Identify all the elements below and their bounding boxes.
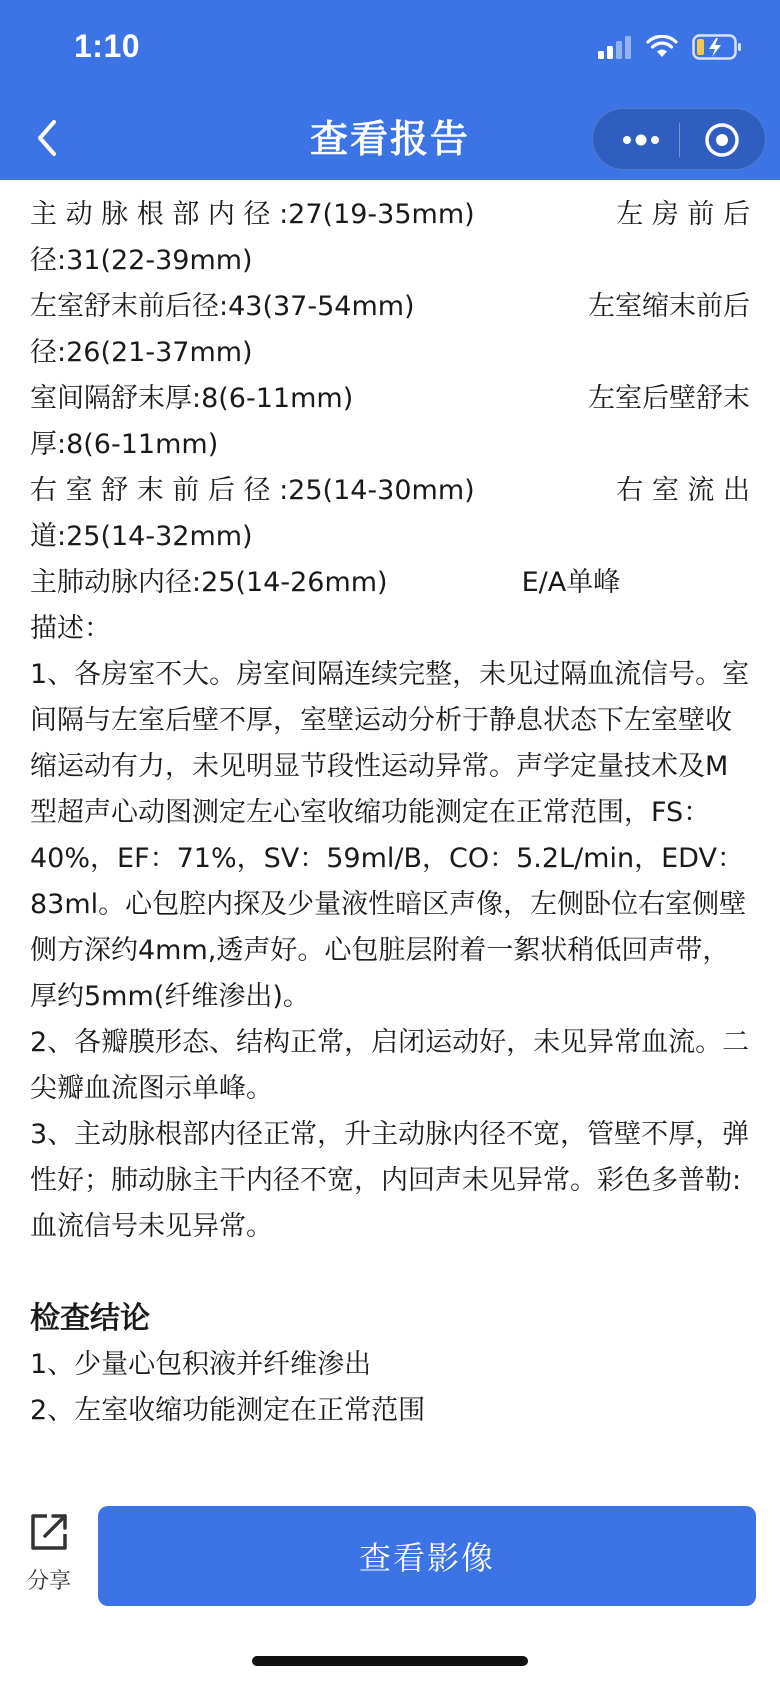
measurement-row: 主 动 脉 根 部 内 径 :27(19-35mm) 左 房 前 后 bbox=[30, 199, 750, 230]
conclusion-item-2: 2、左室收缩功能测定在正常范围 bbox=[30, 1395, 426, 1426]
wifi-icon bbox=[646, 35, 678, 59]
description-paragraph-1: 1、各房室不大。房室间隔连续完整，未见过隔血流信号。室间隔与左室后壁不厚，室壁运动分析于静息状态下左室壁收缩运动有力，未见明显节段性运动异常。声学定量技术及M型超声心动图测定左心室收缩功能测定在正常范围，FS：40%，EF：71%，SV：59ml/B，CO：5.2L/min，EDV：83ml。心包腔内探及少量液性暗区声像，左侧卧位右室侧壁侧方深约4mm,透声好。心包脏层附着一絮状稍低回声带，厚约5mm(纤维渗出)。 bbox=[30, 659, 750, 1012]
measurement-row: 主肺动脉内径:25(14-26mm) E/A单峰 bbox=[30, 567, 621, 598]
measurement-row: 径:31(22-39mm) bbox=[30, 245, 253, 276]
measurement-row: 径:26(21-37mm) bbox=[30, 337, 253, 368]
view-images-button[interactable]: 查看影像 bbox=[98, 1506, 756, 1606]
measurement-row: 左室舒末前后径:43(37-54mm) 左室缩末前后 bbox=[30, 291, 750, 322]
mini-program-capsule bbox=[592, 108, 766, 170]
target-circle-icon bbox=[704, 122, 740, 158]
conclusion-item-1: 1、少量心包积液并纤维渗出 bbox=[30, 1349, 372, 1380]
measurement-row: 右 室 舒 末 前 后 径 :25(14-30mm) 右 室 流 出 bbox=[30, 475, 750, 506]
status-time: 1:10 bbox=[74, 28, 141, 64]
capsule-divider bbox=[679, 123, 680, 157]
status-icons bbox=[596, 34, 742, 60]
measurement-row: 道:25(14-32mm) bbox=[30, 521, 253, 552]
description-paragraph-2: 2、各瓣膜形态、结构正常，启闭运动好，未见异常血流。二尖瓣血流图示单峰。 bbox=[30, 1027, 750, 1104]
description-section bbox=[30, 606, 750, 1250]
measurement-row: 厚:8(6-11mm) bbox=[30, 429, 219, 460]
share-icon bbox=[27, 1510, 71, 1554]
description-label: 描述： bbox=[30, 613, 111, 644]
share-button[interactable] bbox=[20, 1510, 78, 1595]
measurement-list bbox=[30, 146, 750, 606]
conclusion-title: 检查结论 bbox=[30, 1301, 150, 1336]
battery-charging-icon bbox=[692, 34, 742, 60]
share-label: 分享 bbox=[26, 1569, 71, 1594]
close-program-button[interactable] bbox=[689, 109, 755, 171]
description-paragraph-3: 3、主动脉根部内径正常，升主动脉内径不宽，管壁不厚，弹性好；肺动脉主干内径不宽，内回声未见异常。彩色多普勒:血流信号未见异常。 bbox=[30, 1119, 750, 1242]
report-content bbox=[30, 146, 750, 1434]
cellular-signal-icon bbox=[596, 35, 632, 59]
app-header bbox=[0, 0, 780, 180]
page-title: 查看报告 bbox=[309, 117, 470, 161]
measurement-row: 室间隔舒末厚:8(6-11mm) 左室后壁舒末 bbox=[30, 383, 750, 414]
more-dots-icon bbox=[621, 134, 661, 146]
more-button[interactable] bbox=[611, 109, 671, 171]
home-indicator bbox=[252, 1656, 528, 1666]
